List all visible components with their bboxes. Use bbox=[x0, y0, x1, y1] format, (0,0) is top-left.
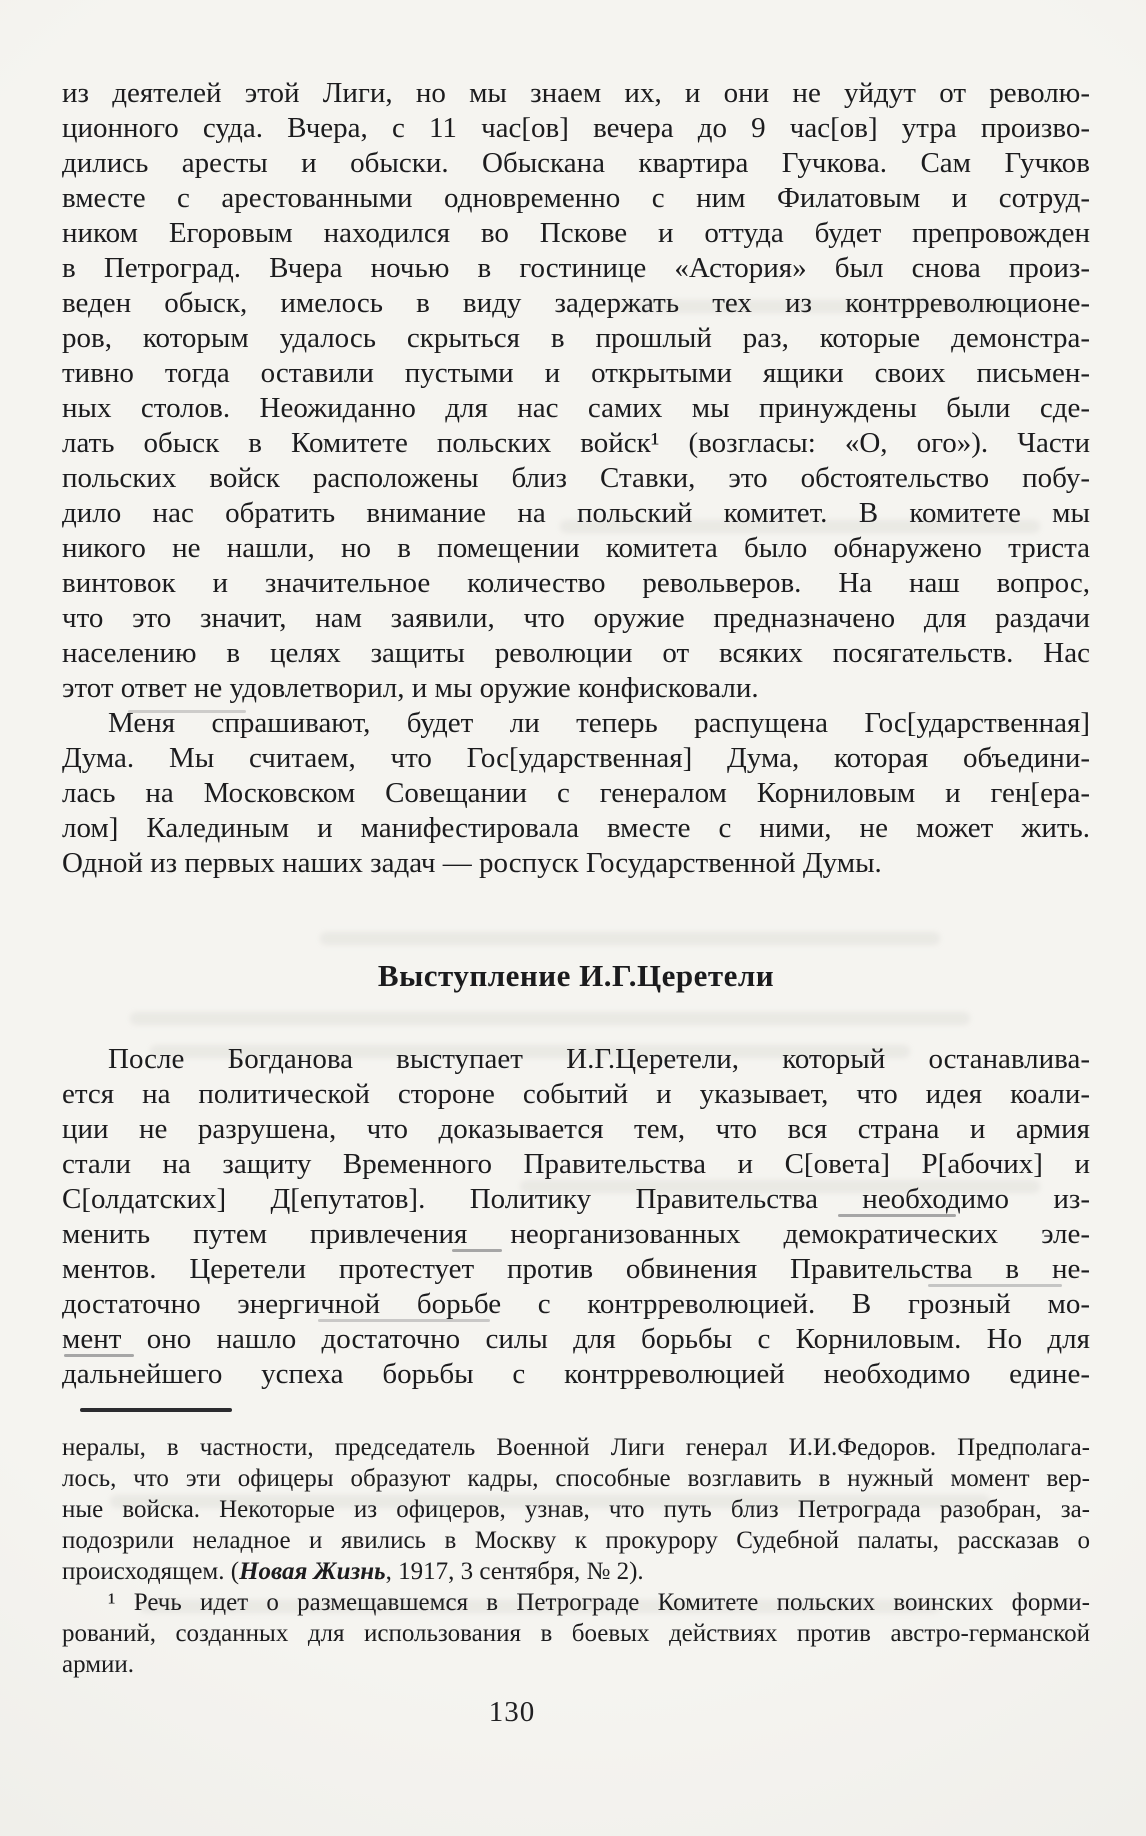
text-line: ¹ Речь идет о размещавшемся в Петрограде Комитете польских воинских форми- bbox=[108, 1589, 1090, 1616]
text-line: ником Егоровым находился во Пскове и оттуда будет препровожден bbox=[62, 217, 1090, 249]
text-line: менить путем привлечения неорганизованных демократических эле- bbox=[62, 1218, 1090, 1250]
pencil-mark-artifact bbox=[928, 1284, 1062, 1287]
text-line: лом] Калединым и манифестировала вместе с ними, не может жить. bbox=[62, 812, 1090, 844]
text-line: ные войска. Некоторые из офицеров, узнав, что путь близ Петрограда разобран, за- bbox=[62, 1496, 1090, 1523]
text-line: С[олдатских] Д[епутатов]. Политику Правительства необходимо из- bbox=[62, 1183, 1090, 1215]
footnote-separator bbox=[80, 1408, 232, 1412]
text-line: в Петроград. Вчера ночью в гостинице «Астория» был снова произ- bbox=[62, 252, 1090, 284]
text-segment: , 1917, 3 сентября, № 2). bbox=[385, 1558, 644, 1585]
text-line: ров, которым удалось скрыться в прошлый раз, которые демонстра- bbox=[62, 322, 1090, 354]
text-line bbox=[62, 1556, 1090, 1587]
speech-text-block bbox=[62, 1042, 1090, 1392]
page-number: 130 bbox=[488, 1696, 536, 1728]
pencil-mark-artifact bbox=[452, 1249, 502, 1252]
text-line: вместе с арестованными одновременно с ним Филатовым и сотруд- bbox=[62, 182, 1090, 214]
pencil-mark-artifact bbox=[838, 1214, 956, 1217]
pencil-mark-artifact bbox=[128, 710, 246, 713]
text-line: лось, что эти офицеры образуют кадры, способные возглавить в нужный момент вер- bbox=[62, 1465, 1090, 1492]
text-line: мент оно нашло достаточно силы для борьбы с Корниловым. Но для bbox=[62, 1323, 1090, 1355]
text-line: достаточно энергичной борьбе с контрреволюцией. В грозный мо- bbox=[62, 1288, 1090, 1320]
section-heading: Выступление И.Г.Церетели bbox=[377, 958, 775, 993]
text-line: дились аресты и обыски. Обыскана квартира Гучкова. Сам Гучков bbox=[62, 147, 1090, 179]
text-line: После Богданова выступает И.Г.Церетели, который останавлива- bbox=[108, 1043, 1090, 1075]
paragraph bbox=[62, 706, 1090, 881]
text-line: Дума. Мы считаем, что Гос[ударственная] Дума, которая объедини- bbox=[62, 742, 1090, 774]
paragraph bbox=[62, 1042, 1090, 1392]
text-line: населению в целях защиты революции от всяких посягательств. Нас bbox=[62, 637, 1090, 669]
text-segment: происходящем. ( bbox=[62, 1558, 240, 1585]
text-line: винтовок и значительное количество револьверов. На наш вопрос, bbox=[62, 567, 1090, 599]
text-line: дило нас обратить внимание на польский комитет. В комитете мы bbox=[62, 497, 1090, 529]
text-line: ментов. Церетели протестует против обвинения Правительства в не- bbox=[62, 1253, 1090, 1285]
text-line: веден обыск, имелось в виду задержать тех из контрреволюционе- bbox=[62, 287, 1090, 319]
text-line: подозрили неладное и явились в Москву к прокурору Судебной палаты, рассказав о bbox=[62, 1527, 1090, 1554]
text-line: Одной из первых наших задач — роспуск Государственной Думы. bbox=[62, 847, 882, 879]
text-line: этот ответ не удовлетворил, и мы оружие конфисковали. bbox=[62, 672, 759, 704]
footnote-block bbox=[62, 1432, 1090, 1680]
footnote-1 bbox=[62, 1587, 1090, 1680]
text-line: армии. bbox=[62, 1651, 135, 1678]
text-line: лась на Московском Совещании с генералом Корниловым и ген[ера- bbox=[62, 777, 1090, 809]
text-line: стали на защиту Временного Правительства и С[овета] Р[абочих] и bbox=[62, 1148, 1090, 1180]
text-line: рований, созданных для использования в боевых действиях против австро-германской bbox=[62, 1620, 1090, 1647]
pencil-mark-artifact bbox=[318, 1319, 490, 1322]
bleed-through-artifact bbox=[130, 1012, 970, 1025]
text-line: ции не разрушена, что доказывается тем, что вся страна и армия bbox=[62, 1113, 1090, 1145]
text-line: нералы, в частности, председатель Военной Лиги генерал И.И.Федоров. Предполага- bbox=[62, 1434, 1090, 1461]
text-line: польских войск расположены близ Ставки, это обстоятельство побу- bbox=[62, 462, 1090, 494]
paragraph bbox=[62, 76, 1090, 706]
text-line: ных столов. Неожиданно для нас самих мы принуждены были сде- bbox=[62, 392, 1090, 424]
text-line: что это значит, нам заявили, что оружие предназначено для раздачи bbox=[62, 602, 1090, 634]
text-line: лать обыск в Комитете польских войск¹ (возгласы: «О, ого»). Части bbox=[62, 427, 1090, 459]
text-line: дальнейшего успеха борьбы с контрреволюцией необходимо едине- bbox=[62, 1358, 1090, 1390]
main-text-block bbox=[62, 76, 1090, 881]
text-line: Меня спрашивают, будет ли теперь распущена Гос[ударственная] bbox=[108, 707, 1090, 739]
footnote-continuation bbox=[62, 1432, 1090, 1587]
text-line: ется на политической стороне событий и указывает, что идея коали- bbox=[62, 1078, 1090, 1110]
text-line: никого не нашли, но в помещении комитета было обнаружено триста bbox=[62, 532, 1090, 564]
bleed-through-artifact bbox=[320, 932, 940, 945]
pencil-mark-artifact bbox=[64, 1354, 134, 1357]
text-line: тивно тогда оставили пустыми и открытыми ящики своих письмен- bbox=[62, 357, 1090, 389]
text-line: ционного суда. Вчера, с 11 час[ов] вечера до 9 час[ов] утра произво- bbox=[62, 112, 1090, 144]
emphasized-text: Новая Жизнь bbox=[239, 1558, 386, 1585]
text-line: из деятелей этой Лиги, но мы знаем их, и они не уйдут от револю- bbox=[62, 77, 1090, 109]
